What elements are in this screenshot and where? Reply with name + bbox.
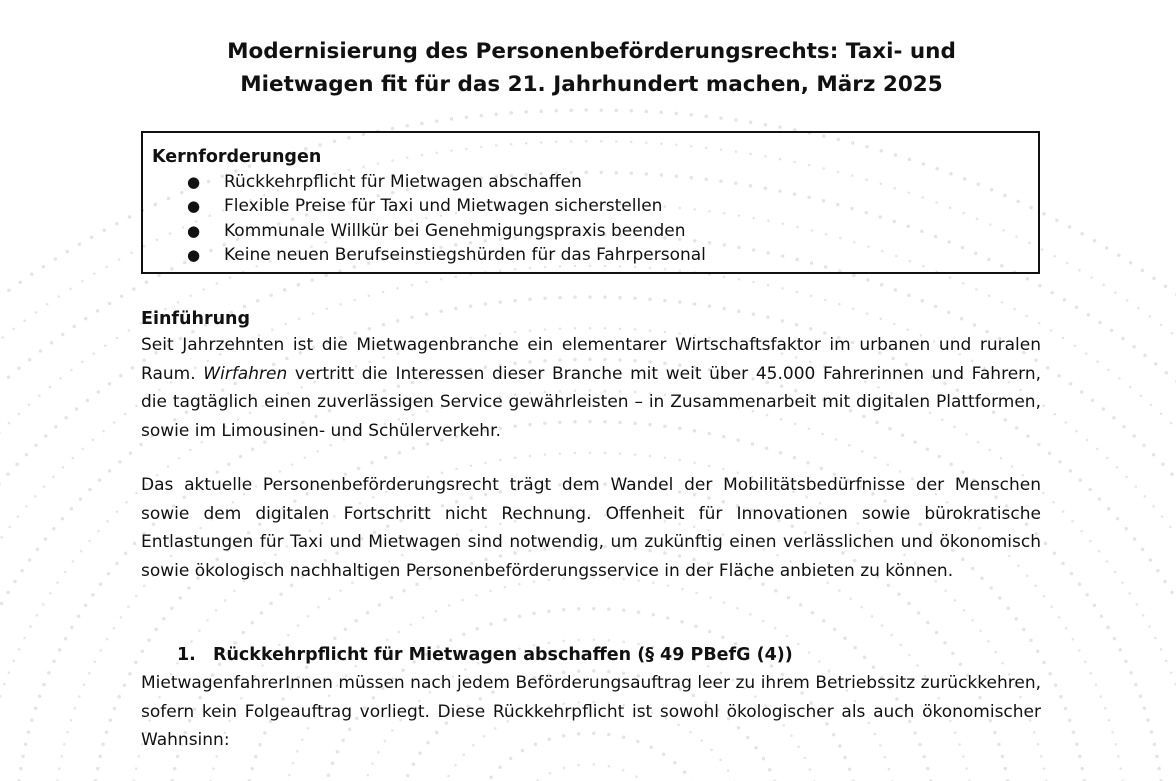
title-line-2: Mietwagen fit für das 21. Jahrhundert machen, März 2025 <box>240 72 943 97</box>
section-number: 1. <box>177 645 196 665</box>
introduction-paragraph-2: Das aktuelle Personenbeförderungsrecht trägt dem Wandel der Mobilitätsbedürfnisse der Menschen sowie dem digitalen Fortschritt nicht Rechnung. Offenheit für Innovationen sowie bürokratische Entlastungen für Taxi und Mietwagen sind notwendig, um zukünftig einen verlässlichen und ökonomisch sowie ökologisch nachhaltigen Personenbeförderungsservice in der Fläche anbieten zu können. <box>141 475 1041 581</box>
introduction-paragraph-2-block <box>141 471 1041 585</box>
list-item-text: Kommunale Willkür bei Genehmigungspraxis beenden <box>224 220 686 241</box>
organization-name: Wirfahren <box>203 363 288 384</box>
bullet-icon: ● <box>187 221 201 240</box>
section-1-heading <box>177 643 793 667</box>
list-item-text: Keine neuen Berufseinstiegshürden für das Fahrpersonal <box>224 244 706 265</box>
list-item-text: Flexible Preise für Taxi und Mietwagen sicherstellen <box>224 196 663 217</box>
key-demands-box <box>141 131 1040 274</box>
section-1-paragraph: MietwagenfahrerInnen müssen nach jedem Beförderungsauftrag leer zu ihrem Betriebssitz zurückkehren, sofern kein Folgeauftrag vorliegt. Diese Rückkehrpflicht ist sowohl ökologischer als auch ökonomischer Wahnsinn: <box>141 673 1041 750</box>
page-title <box>0 35 1176 101</box>
introduction-paragraph-1 <box>141 331 1041 445</box>
section-title: Rückkehrpflicht für Mietwagen abschaffen (§ 49 PBefG (4)) <box>213 645 793 665</box>
bullet-icon: ● <box>187 173 201 191</box>
section-1-body <box>141 669 1041 755</box>
title-line-1: Modernisierung des Personenbeförderungsrechts: Taxi- und <box>227 39 956 64</box>
bullet-icon: ● <box>187 197 201 216</box>
list-item-text: Rückkehrpflicht für Mietwagen abschaffen <box>224 172 582 192</box>
paragraph-text: vertritt die Interessen dieser Branche mit weit über 45.000 Fahrerinnen und Fahrern, die tagtäglich einen zuverlässigen Service gewährleisten – in Zusammenarbeit mit digitalen Plattformen, sowie im Limousinen- und Schülerverkehr. <box>141 363 1042 441</box>
key-demands-heading: Kernforderungen <box>152 147 322 167</box>
paragraph-text: Seit Jahrzehnten ist die Mietwagenbranche ein elementarer Wirtschaftsfaktor im urbanen und ruralen Raum. <box>141 335 1041 384</box>
introduction-section <box>141 307 1041 445</box>
bullet-icon: ● <box>187 245 201 264</box>
introduction-heading: Einführung <box>141 309 251 329</box>
